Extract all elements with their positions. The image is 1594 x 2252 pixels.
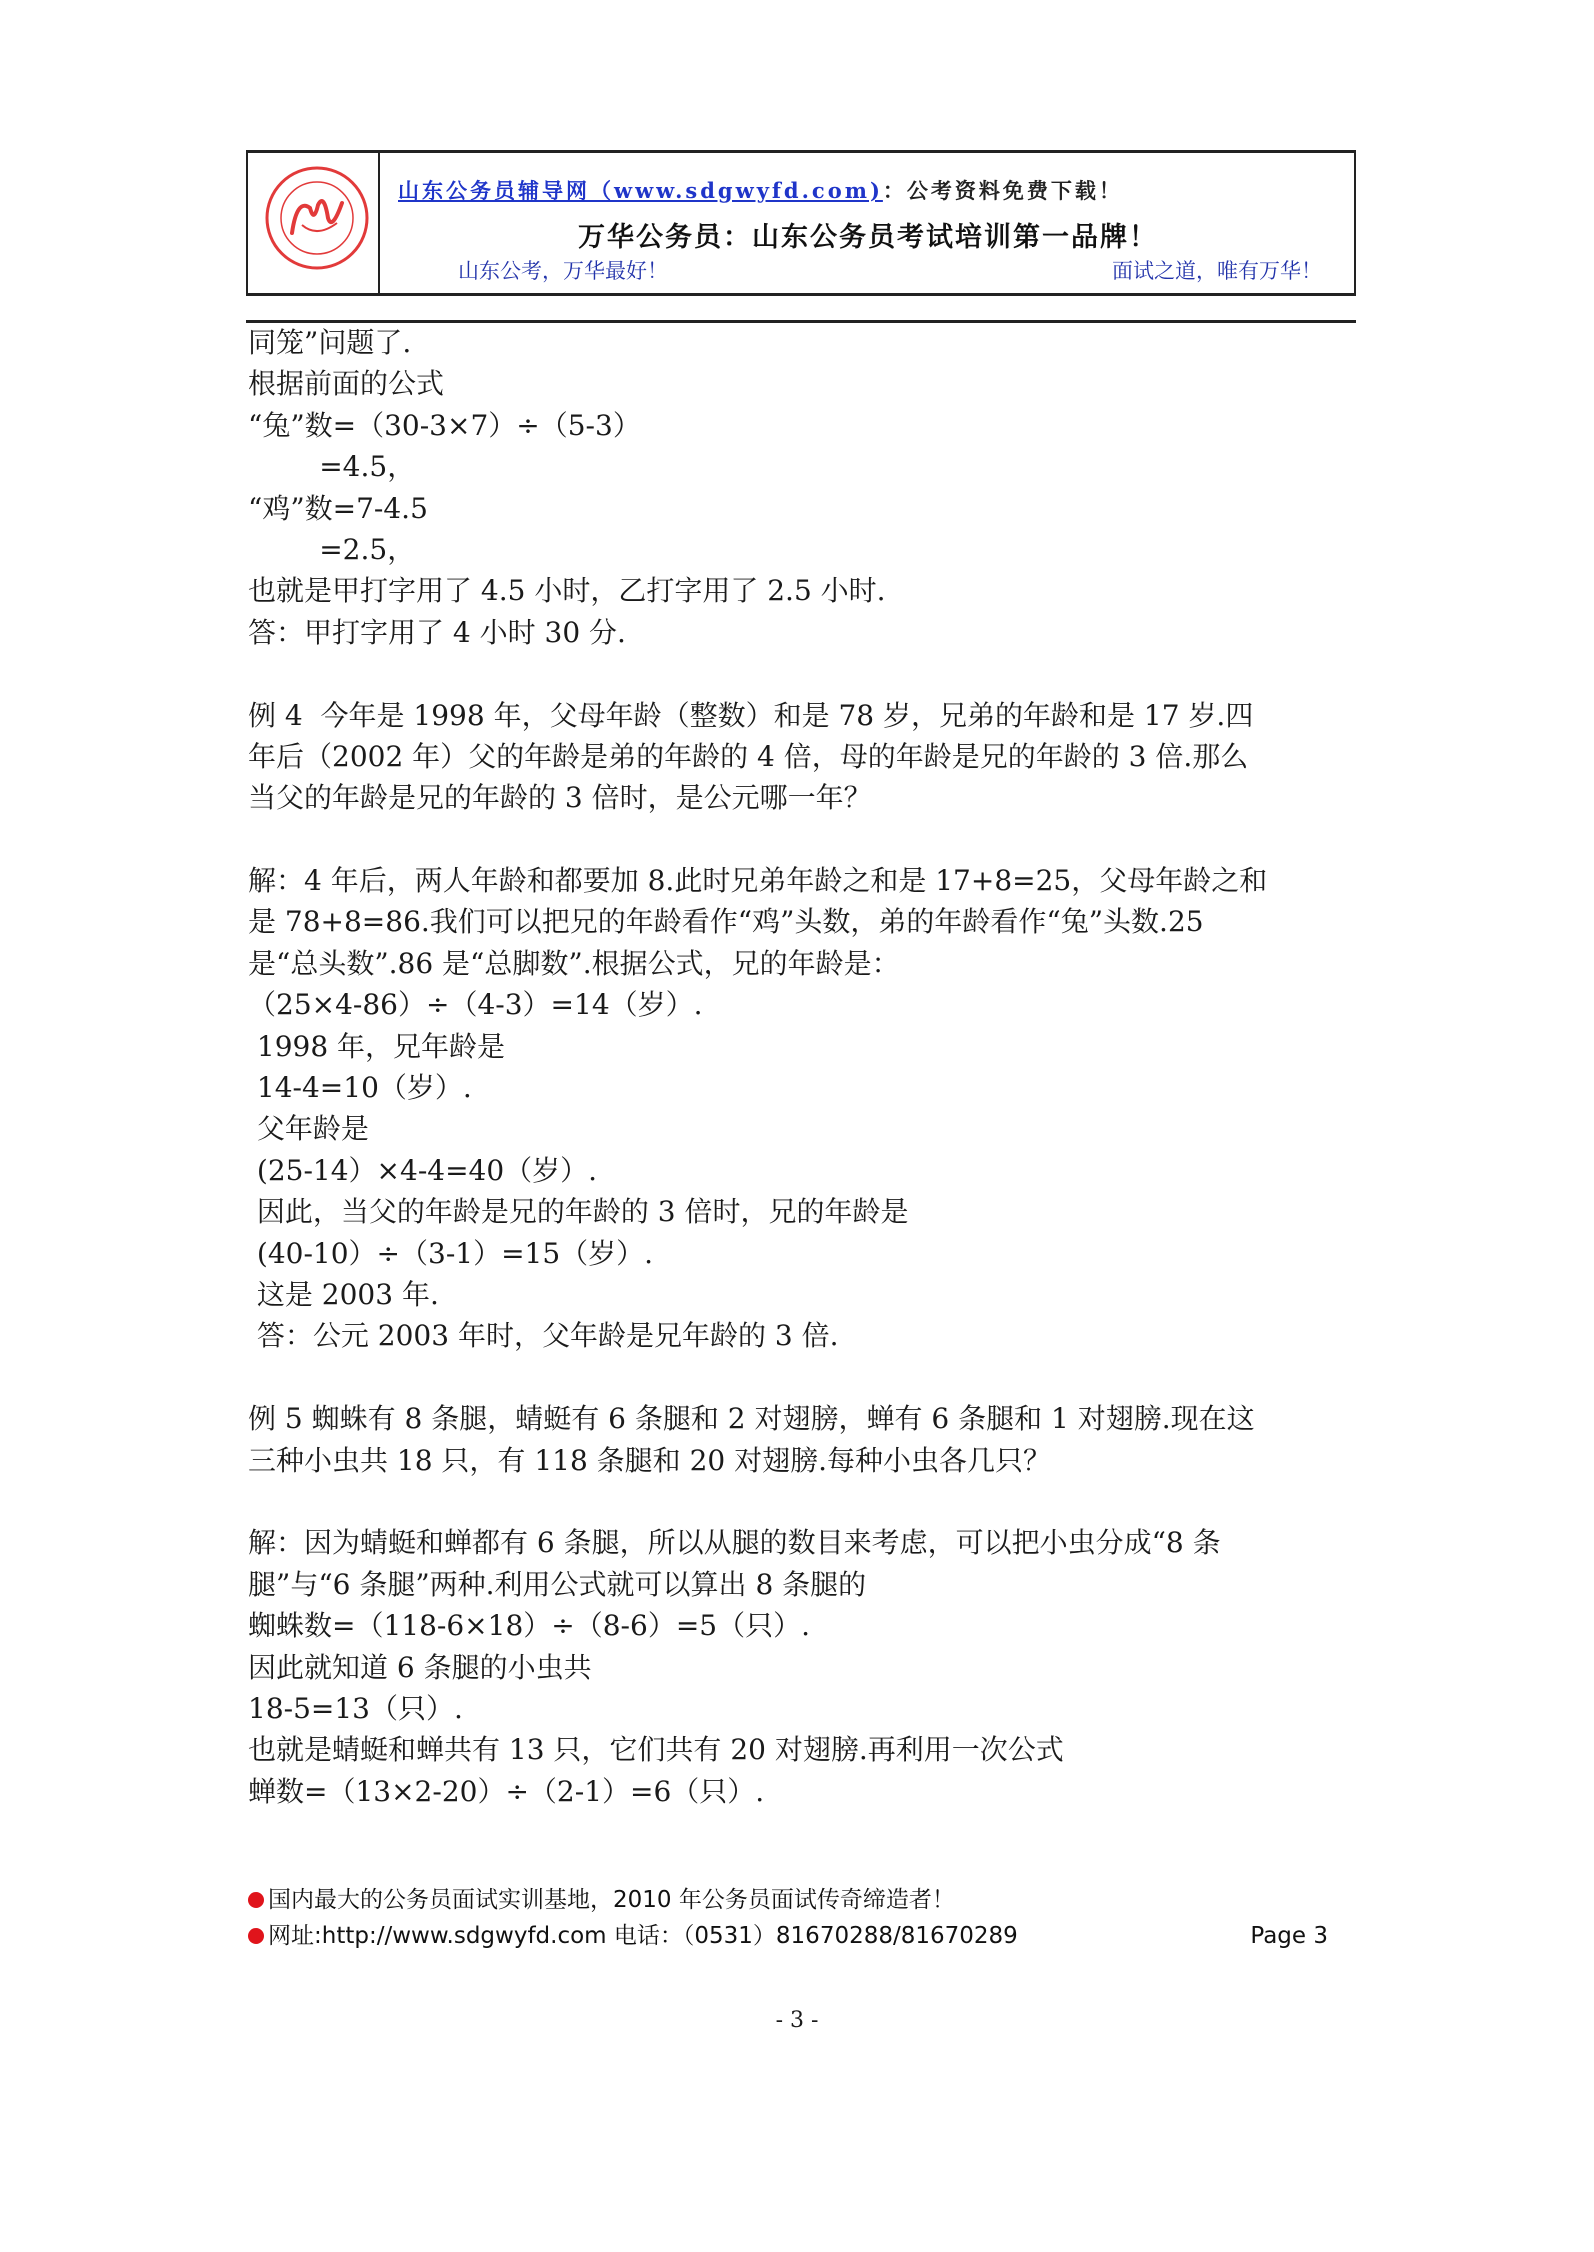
- text-line: 也就是蜻蜓和蝉共有 13 只，它们共有 20 对翅膀.再利用一次公式: [248, 1733, 1064, 1767]
- wanhua-logo-icon: [262, 163, 372, 273]
- text-line: 当父的年龄是兄的年龄的 3 倍时，是公元哪一年？: [248, 781, 872, 815]
- header-left-border: [246, 153, 248, 293]
- document-body: [248, 322, 1358, 1812]
- page-number: - 3 -: [775, 2008, 819, 2033]
- text-line: 是“总头数”.86 是“总脚数”.根据公式，兄的年龄是：: [248, 946, 900, 980]
- text-line: 年后（2002 年）父的年龄是弟的年龄的 4 倍，母的年龄是兄的年龄的 3 倍.那么: [248, 739, 1249, 773]
- slogan-right: 面试之道，唯有万华！: [1112, 259, 1322, 283]
- blank-line: [248, 1357, 1358, 1398]
- bullet-icon: [248, 1892, 264, 1908]
- footer-line-1: [248, 1882, 1328, 1918]
- text-line: 例 4 今年是 1998 年，父母年龄（整数）和是 78 岁，兄弟的年龄和是 17 岁.四: [248, 698, 1254, 732]
- document-footer: [248, 1882, 1328, 1954]
- text-line: 这是 2003 年.: [248, 1277, 439, 1311]
- blank-line: [248, 653, 1358, 694]
- text-line: 同笼”问题了.: [248, 326, 412, 359]
- text-line: 因此，当父的年龄是兄的年龄的 3 倍时，兄的年龄是: [248, 1195, 909, 1229]
- text-line: 是 78+8=86.我们可以把兄的年龄看作“鸡”头数，弟的年龄看作“兔”头数.25: [248, 905, 1204, 939]
- text-line: 蜘蛛数=（118-6×18）÷（8-6）=5（只）.: [248, 1609, 810, 1643]
- text-line: (40-10）÷（3-1）=15（岁）.: [248, 1236, 654, 1270]
- text-line: =2.5，: [248, 532, 416, 566]
- brand-slogan: 万华公务员：山东公务员考试培训第一品牌！: [578, 222, 1158, 253]
- document-header: [246, 150, 1356, 296]
- text-line: 因此就知道 6 条腿的小虫共: [248, 1650, 592, 1684]
- footer-contact: 网址:http://www.sdgwyfd.com 电话：（0531）81670288/81670289: [268, 1923, 1018, 1949]
- text-line: (25-14）×4-4=40（岁）.: [248, 1153, 598, 1187]
- text-line: 根据前面的公式: [248, 367, 445, 401]
- text-line: 18-5=13（只）.: [248, 1691, 463, 1725]
- download-note: ：公考资料免费下载！: [882, 178, 1123, 203]
- text-line: “鸡”数=7-4.5: [248, 491, 428, 525]
- text-line: 蝉数=（13×2-20）÷（2-1）=6（只）.: [248, 1774, 765, 1808]
- site-link[interactable]: 山东公务员辅导网（www.sdgwyfd.com): [398, 178, 883, 203]
- text-line: 解：因为蜻蜓和蝉都有 6 条腿，所以从腿的数目来考虑，可以把小虫分成“8 条: [248, 1526, 1221, 1560]
- text-line: 腿”与“6 条腿”两种.利用公式就可以算出 8 条腿的: [248, 1567, 867, 1601]
- text-line: 父年龄是: [248, 1112, 369, 1146]
- text-line: 三种小虫共 18 只，有 118 条腿和 20 对翅膀.每种小虫各几只？: [248, 1443, 1052, 1477]
- text-line: 解：4 年后，两人年龄和都要加 8.此时兄弟年龄之和是 17+8=25，父母年龄之和: [248, 864, 1268, 898]
- header-download-line: [398, 175, 1338, 205]
- blank-line: [248, 819, 1358, 860]
- footer-page-label: Page 3: [1250, 1923, 1328, 1949]
- text-line: 14-4=10（岁）.: [248, 1071, 472, 1105]
- header-divider: [378, 153, 380, 293]
- text-line: （25×4-86）÷（4-3）=14（岁）.: [248, 988, 703, 1022]
- text-line: “兔”数=（30-3×7）÷（5-3）: [248, 408, 641, 442]
- text-line: 答：甲打字用了 4 小时 30 分.: [248, 615, 626, 649]
- text-line: 答：公元 2003 年时，父年龄是兄年龄的 3 倍.: [248, 1319, 839, 1353]
- text-line: =4.5，: [248, 450, 416, 484]
- text-line: 也就是甲打字用了 4.5 小时，乙打字用了 2.5 小时.: [248, 574, 886, 608]
- footer-line-2: [248, 1918, 1328, 1954]
- footer-slogan: 国内最大的公务员面试实训基地，2010 年公务员面试传奇缔造者！: [268, 1887, 955, 1913]
- text-line: 例 5 蜘蛛有 8 条腿，蜻蜓有 6 条腿和 2 对翅膀，蝉有 6 条腿和 1 对翅膀.现在这: [248, 1402, 1255, 1436]
- slogan-left: 山东公考，万华最好！: [458, 259, 668, 283]
- header-right-border: [1354, 153, 1356, 293]
- blank-line: [248, 1481, 1358, 1522]
- text-line: 1998 年，兄年龄是: [248, 1029, 506, 1063]
- bullet-icon: [248, 1928, 264, 1944]
